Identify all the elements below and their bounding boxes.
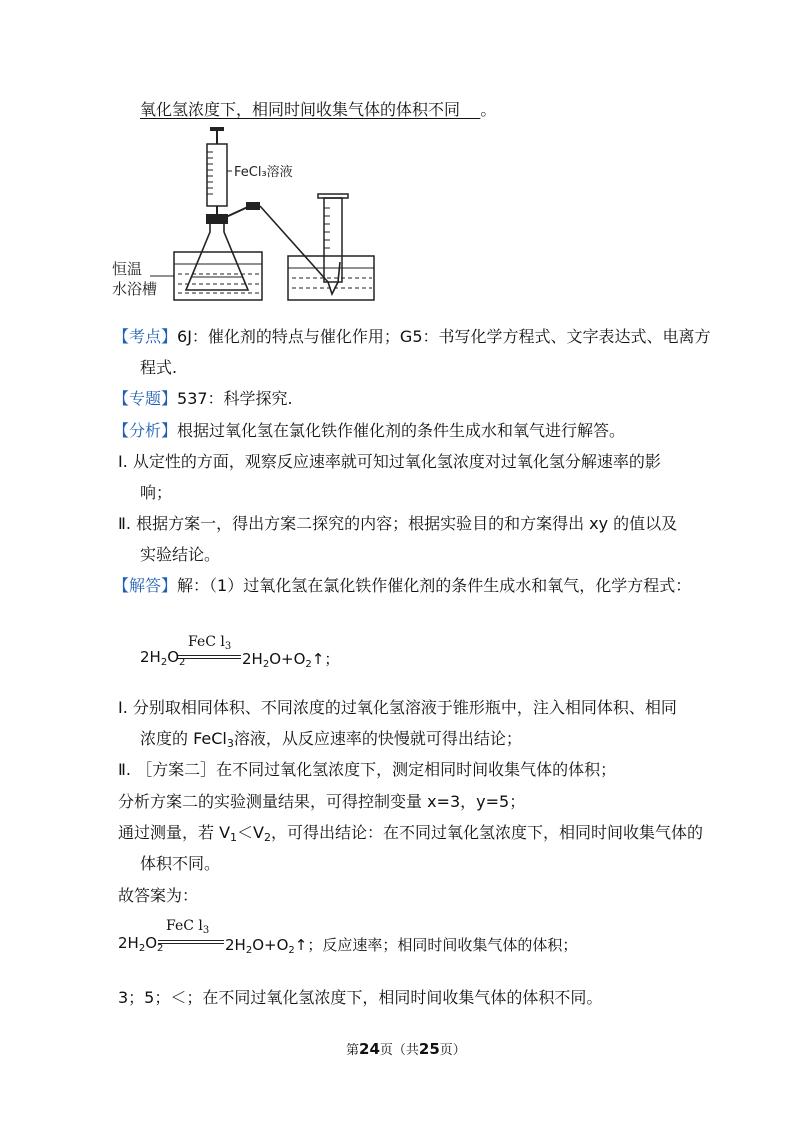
kaodian-text: 6J：催化剂的特点与催化作用；G5：书写化学方程式、文字表达式、电离方 — [177, 327, 711, 346]
equation-2-right: $2H_2O+O_2↑$；反应速率；相同时间收集气体的体积； — [225, 936, 578, 956]
equation-2-bar-top — [158, 940, 224, 941]
analysis-1-num: Ⅰ. — [118, 452, 128, 471]
equation-2-left: $2H_2O_2$ — [118, 934, 164, 954]
page-total: 25 — [418, 1040, 440, 1058]
answer-4-line: 通过测量，若 V1＜V2，可得出结论：在不同过氧化氢浓度下，相同时间收集气体的 — [118, 823, 704, 844]
delivery-tube-long — [260, 206, 340, 294]
label-fecl3: FeCl₃溶液 — [234, 165, 293, 180]
syringe-barrel — [207, 144, 227, 206]
answer-1-num: Ⅰ. — [118, 698, 128, 717]
equation-2-bar-bottom — [158, 943, 224, 944]
analysis-2-text: 根据方案一，得出方案二探究的内容；根据实验目的和方案得出 xy 的值以及 — [136, 514, 678, 533]
apparatus-figure — [110, 122, 400, 312]
jieda-tag: 【解答】 — [113, 576, 178, 595]
top-line — [140, 100, 496, 120]
final-line: 3；5；＜；在不同过氧化氢浓度下，相同时间收集气体的体积不同。 — [118, 988, 603, 1007]
equation-1-left: $2H_2O_2$ — [140, 648, 186, 668]
fenxi-line — [113, 421, 625, 441]
water-trough-waves — [292, 278, 372, 288]
zhuanti-tag: 【专题】 — [113, 389, 178, 408]
conical-flask — [186, 224, 248, 290]
analysis-1-text: 从定性的方面，观察反应速率就可知过氧化氢浓度对过氧化氢分解速率的影 — [132, 452, 661, 471]
top-line-end: 。 — [480, 100, 497, 119]
answer-1-text: 分别取相同体积、不同浓度的过氧化氢溶液于锥形瓶中，注入相同体积、相同 — [132, 698, 677, 717]
page-footer: 第24页（共25页） — [346, 1040, 466, 1058]
jieda-text: 解：（1）过氧化氢在氯化铁作催化剂的条件生成水和氧气，化学方程式： — [177, 576, 692, 595]
analysis-1-cont: 响； — [140, 483, 173, 502]
zhuanti-line — [113, 389, 293, 409]
answer-4-cont: 体积不同。 — [140, 854, 221, 873]
analysis-1-line — [118, 452, 661, 472]
rubber-stopper — [206, 214, 228, 224]
equation-1-bar-top — [177, 655, 241, 656]
equation-1-right: $2H_2O+O_2↑$； — [242, 650, 340, 670]
answer-1-line — [118, 698, 677, 718]
cylinder-graduations — [324, 208, 330, 256]
analysis-2-cont: 实验结论。 — [140, 545, 221, 564]
syringe-plunger-top — [210, 127, 224, 131]
jieda-line — [113, 576, 691, 596]
answer-3-line: 分析方案二的实验测量结果，可得控制变量 x=3，y=5； — [118, 792, 526, 811]
rubber-tube — [246, 202, 260, 210]
gudaan-line: 故答案为： — [118, 886, 199, 905]
kaodian-tag: 【考点】 — [113, 327, 178, 346]
top-line-answer: 氧化氢浓度下，相同时间收集气体的体积不同 — [140, 100, 461, 119]
answer-2-text: ［方案二］在不同过氧化氢浓度下，测定相同时间收集气体的体积； — [136, 760, 617, 779]
analysis-2-line — [118, 514, 677, 534]
syringe-graduations — [207, 152, 213, 194]
fenxi-tag: 【分析】 — [113, 421, 178, 440]
answer-2-num: Ⅱ. — [118, 760, 131, 779]
kaodian-line — [113, 327, 711, 347]
fenxi-text: 根据过氧化氢在氯化铁作催化剂的条件生成水和氧气进行解答。 — [177, 421, 626, 440]
kaodian-cont: 程式. — [140, 358, 178, 377]
label-bath-2: 水浴槽 — [112, 280, 158, 298]
analysis-2-num: Ⅱ. — [118, 514, 131, 533]
page-number: 24 — [359, 1040, 380, 1058]
answer-1-cont: 浓度的 FeCl3溶液，从反应速率的快慢就可得出结论； — [140, 729, 522, 750]
label-bath-1: 恒温 — [112, 260, 143, 278]
equation-1-catalyst: FeC $l_3$ — [188, 634, 232, 652]
equation-2-catalyst: FeC $l_3$ — [166, 918, 210, 936]
zhuanti-text: 537：科学探究. — [177, 389, 293, 408]
answer-2-line — [118, 760, 616, 780]
equation-1-bar-bottom — [177, 658, 241, 659]
